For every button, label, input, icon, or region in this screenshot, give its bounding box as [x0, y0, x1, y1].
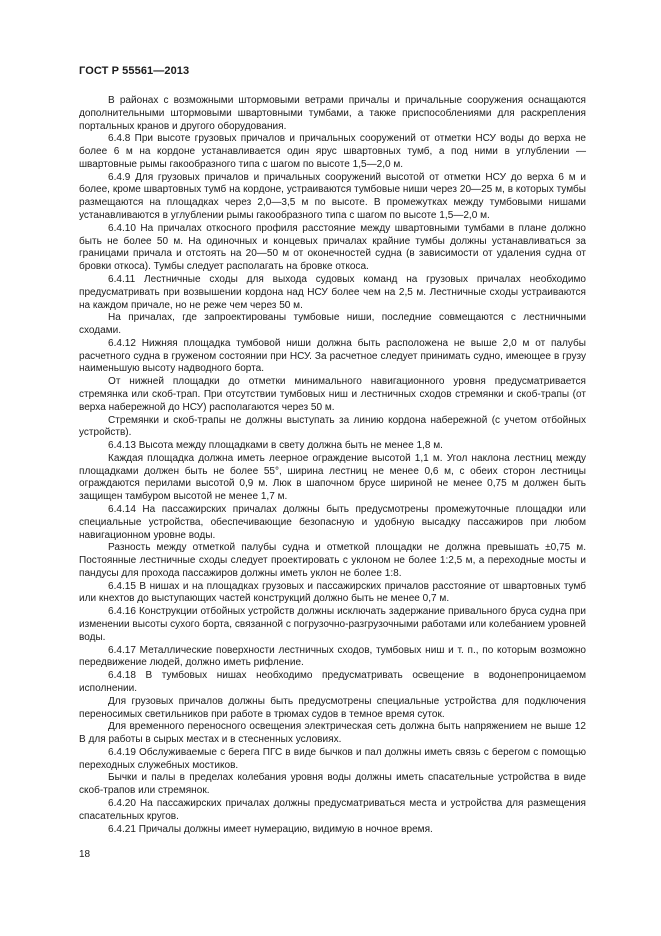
- paragraph: 6.4.16 Конструкции отбойных устройств должны исключать задержание привального бруса судна при изменении высоты сухого борта, связанной с погрузочно-разгрузочными работами или колебанием уровней воды.: [79, 606, 586, 643]
- paragraph: 6.4.15 В нишах и на площадках грузовых и пассажирских причалов расстояние от швартовных тумб или кнехтов до выступающих частей конструкций должно быть не менее 0,7 м.: [79, 580, 586, 605]
- paragraph: Для временного переносного освещения электрическая сеть должна быть напряжением не выше 12 В для работы в сырых местах и в стесненных условиях.: [79, 721, 586, 746]
- paragraph: На причалах, где запроектированы тумбовые ниши, последние совмещаются с лестничными сходами.: [79, 312, 586, 337]
- paragraph: Для грузовых причалов должны быть предусмотрены специальные устройства для подключения переносимых светильников при работе в трюмах судов в темное время суток.: [79, 695, 586, 720]
- page-header: ГОСТ Р 55561—2013: [79, 65, 190, 77]
- paragraph: 6.4.13 Высота между площадками в свету должна быть не менее 1,8 м.: [108, 440, 443, 452]
- paragraph: 6.4.18 В тумбовых нишах необходимо предусматривать освещение в водонепроницаемом исполнении.: [79, 670, 586, 694]
- paragraph: 6.4.19 Обслуживаемые с берега ПГС в виде бычков и пал должны иметь связь с берегом с помощью переходных служебных мостиков.: [79, 746, 586, 771]
- paragraph: 6.4.17 Металлические поверхности лестничных сходов, тумбовых ниш и т. п., по которым возможно передвижение людей, должно иметь рифление.: [79, 644, 586, 669]
- paragraph: 6.4.11 Лестничные сходы для выхода судовых команд на грузовых причалах необходимо предусматривать при возвышении кордона над НСУ более чем на 2,5 м. Лестничные сходы устраиваются на каждом причале, но не реже чем через 50 м.: [79, 273, 586, 311]
- body-text: [79, 95, 586, 836]
- paragraph: Разность между отметкой палубы судна и отметкой площадки не должна превышать ±0,75 м. Постоянные лестничные сходы следует проектировать с уклоном не более 1:2,5 м, а переходные мосты и пандусы для прохода пассажиров должны иметь уклон не более 1:8.: [79, 542, 586, 579]
- page-number: 18: [79, 849, 91, 860]
- paragraph: 6.4.10 На причалах откосного профиля расстояние между швартовными тумбами в плане должно быть не более 50 м. На одиночных и концевых причалах крайние тумбы должны устанавливаться за границами причала и отстоять на 20—50 м от оконечностей судна (в зависимости от удаления судна от бровки откоса). Тумбы следует располагать на бровке откоса.: [79, 222, 586, 273]
- paragraph: 6.4.9 Для грузовых причалов и причальных сооружений высотой от отметки НСУ до верха 6 м и более, кроме швартовных тумб на кордоне, устраиваются тумбовые ниши через 20—25 м, в которых тумбы размещаются на площадках через 2,0—3,5 м по высоте. В промежутках между тумбовыми нишами устанавливаются в углублении рымы гакообразного типа с шагом по высоте 1,5—2,0 м.: [79, 171, 586, 222]
- paragraph: Стремянки и скоб-трапы не должны выступать за линию кордона набережной (с учетом отбойных устройств).: [79, 414, 586, 439]
- paragraph: В районах с возможными штормовыми ветрами причалы и причальные сооружения оснащаются дополнительными штормовыми швартовными тумбами, а также приспособлениями для раскрепления портальных кранов и другого оборудования.: [79, 95, 586, 132]
- paragraph: 6.4.12 Нижняя площадка тумбовой ниши должна быть расположена не выше 2,0 м от палубы расчетного судна в груженом состоянии при НСУ. За расчетное следует принимать судно, имеющее в грузу наименьшую высоту надводного борта.: [79, 337, 586, 375]
- paragraph: От нижней площадки до отметки минимального навигационного уровня предусматривается стремянка или скоб-трап. При отсутствии тумбовых ниш и лестничных сходов стремянки и скоб-трапы (от верха набережной до НСУ) располагаются через 50 м.: [79, 376, 586, 413]
- paragraph: Бычки и палы в пределах колебания уровня воды должны иметь спасательные устройства в виде скоб-трапов или стремянок.: [79, 772, 586, 797]
- paragraph: Каждая площадка должна иметь леерное ограждение высотой 1,1 м. Угол наклона лестниц между площадками должен быть не более 55°, ширина лестниц не менее 0,6 м, с обеих сторон лестницы ограждаются перилами высотой 0,9 м. Люк в шапочном брусе шириной не менее 0,75 м должен быть защищен тамбуром высотой не менее 1,7 м.: [79, 452, 586, 503]
- paragraph: 6.4.21 Причалы должны имеет нумерацию, видимую в ночное время.: [108, 823, 433, 835]
- paragraph: 6.4.14 На пассажирских причалах должны быть предусмотрены промежуточные площадки или специальные устройства, обеспечивающие безопасную и удобную высадку пассажиров при любом навигационном уровне воды.: [79, 504, 586, 541]
- paragraph: 6.4.20 На пассажирских причалах должны предусматриваться места и устройства для размещения спасательных кругов.: [79, 797, 586, 822]
- paragraph: 6.4.8 При высоте грузовых причалов и причальных сооружений от отметки НСУ воды до верха не более 6 м на кордоне устанавливается один ярус швартовных тумб, а под ними в углублении — швартовные рымы гакообразного типа с шагом по высоте 1,5—2,0 м.: [79, 133, 586, 170]
